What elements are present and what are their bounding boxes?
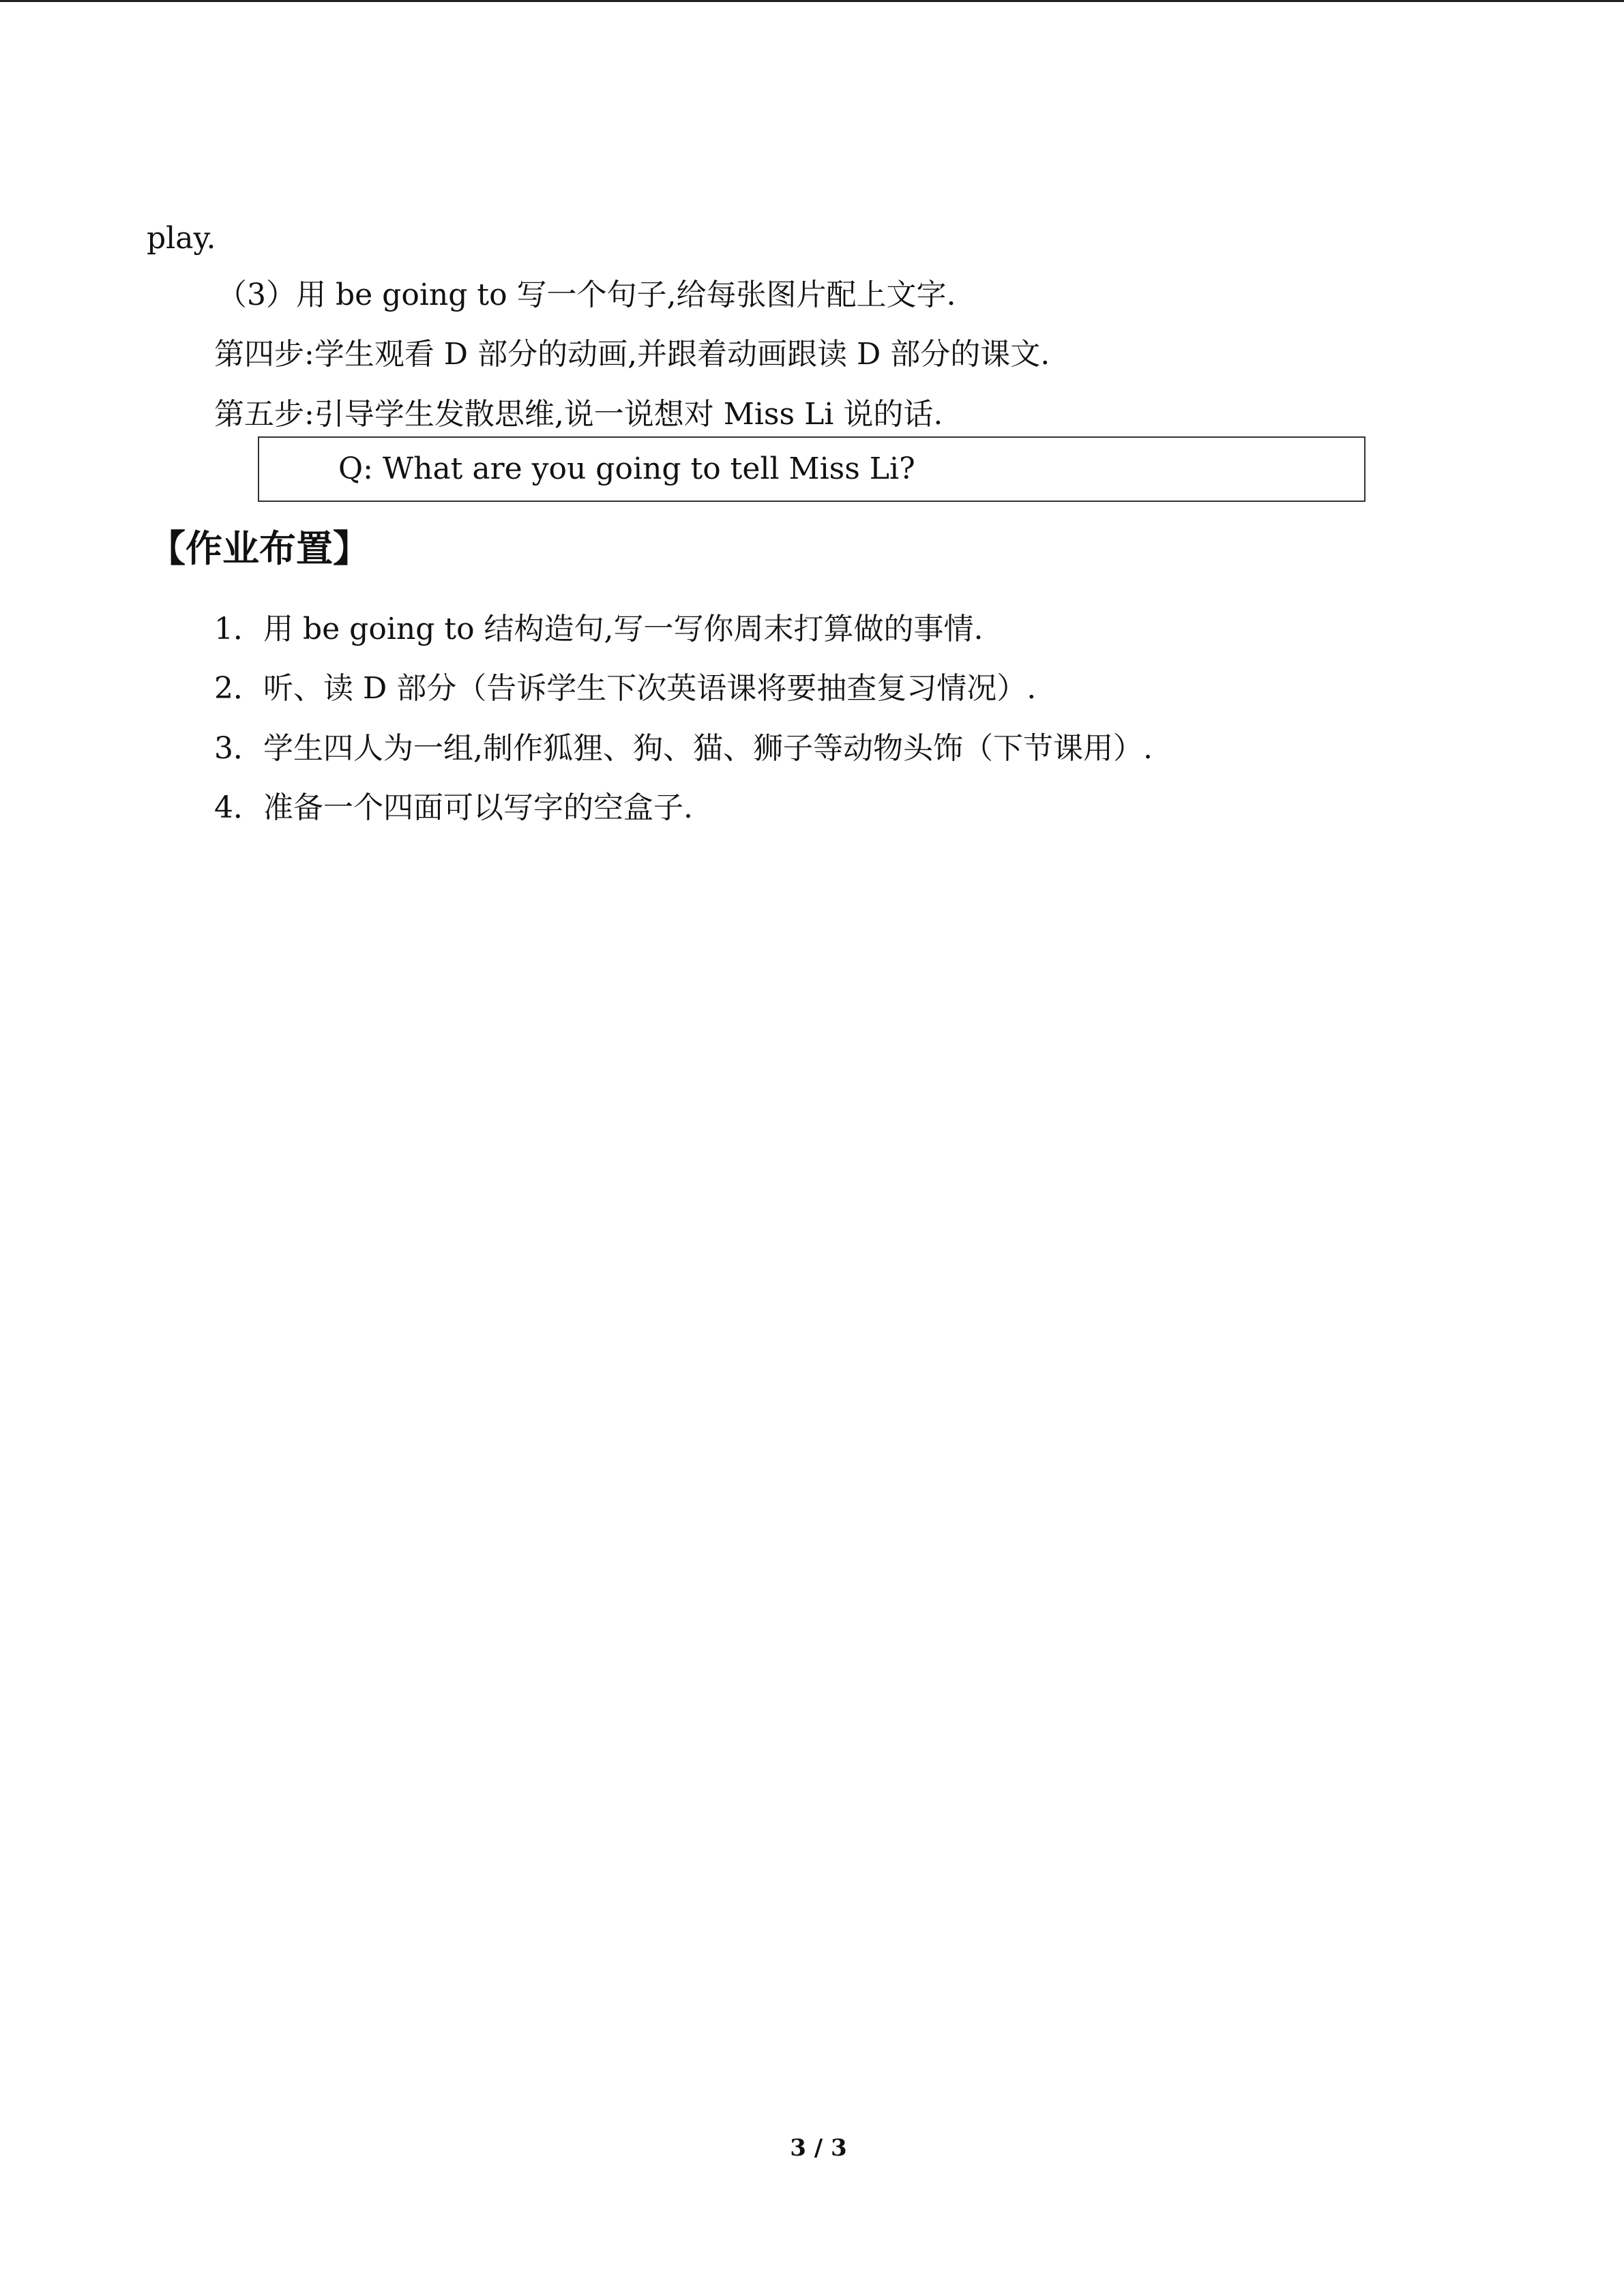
text-line-play: play. (147, 221, 216, 256)
homework-item-2: 2．听、读 D 部分（告诉学生下次英语课将要抽查复习情况）. (214, 671, 1037, 706)
text-line-step5: 第五步:引导学生发散思维,说一说想对 Miss Li 说的话. (214, 397, 943, 432)
text-line-step4: 第四步:学生观看 D 部分的动画,并跟着动画跟读 D 部分的课文. (214, 337, 1050, 372)
homework-heading: 【作业布置】 (149, 527, 370, 570)
page-number: 3 / 3 (790, 2134, 847, 2162)
question-box-text: Q: What are you going to tell Miss Li? (338, 451, 915, 486)
page-top-border (0, 0, 1624, 2)
question-box (258, 436, 1365, 502)
text-line-step3-sub3: （3）用 be going to 写一个句子,给每张图片配上文字. (217, 278, 956, 312)
homework-item-3: 3．学生四人为一组,制作狐狸、狗、猫、狮子等动物头饰（下节课用）. (214, 731, 1153, 766)
homework-item-1: 1．用 be going to 结构造句,写一写你周末打算做的事情. (214, 612, 984, 646)
homework-item-4: 4．准备一个四面可以写字的空盒子. (214, 790, 693, 825)
